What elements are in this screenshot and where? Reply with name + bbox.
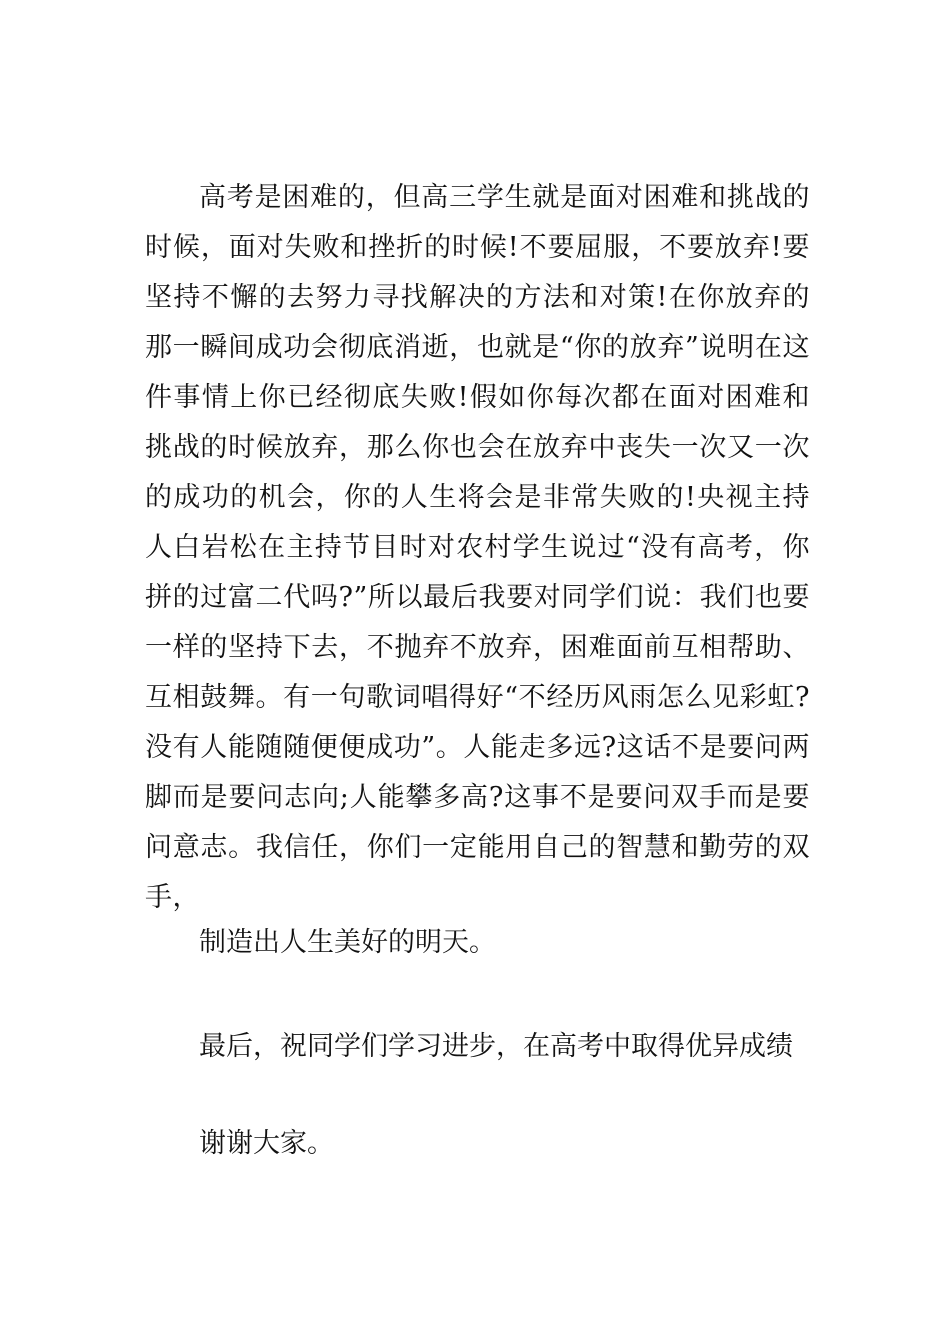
body-paragraph-wishes: 最后，祝同学们学习进步，在高考中取得优异成绩 xyxy=(199,1031,793,1062)
body-paragraph-thanks: 谢谢大家。 xyxy=(199,1128,334,1159)
body-paragraph-main: 高考是困难的，但高三学生就是面对困难和挑战的时候，面对失败和挫折的时候!不要屈服，不要放弃!要坚持不懈的去努力寻找解决的方法和对策!在你放弃的那一瞬间成功会彻底消逝，也就是“你的放弃”说明在这件事情上你已经彻底失败!假如你每次都在面对困难和挑战的时候放弃，那么你也会在放弃中丧失一次又一次的成功的机会，你的人生将会是非常失败的!央视主持人白岩松在主持节目时对农村学生说过“没有高考，你拼的过富二代吗?”所以最后我要对同学们说：我们也要一样的坚持下去，不抛弃不放弃，困难面前互相帮助、互相鼓舞。有一句歌词唱得好“不经历风雨怎么见彩虹?没有人能随随便便成功”。人能走多远?这话不是要问两脚而是要问志向;人能攀多高?这事不是要问双手而是要问意志。我信任，你们一定能用自己的智慧和勤劳的双手， xyxy=(145,182,810,913)
body-paragraph-tomorrow: 制造出人生美好的明天。 xyxy=(199,927,496,958)
